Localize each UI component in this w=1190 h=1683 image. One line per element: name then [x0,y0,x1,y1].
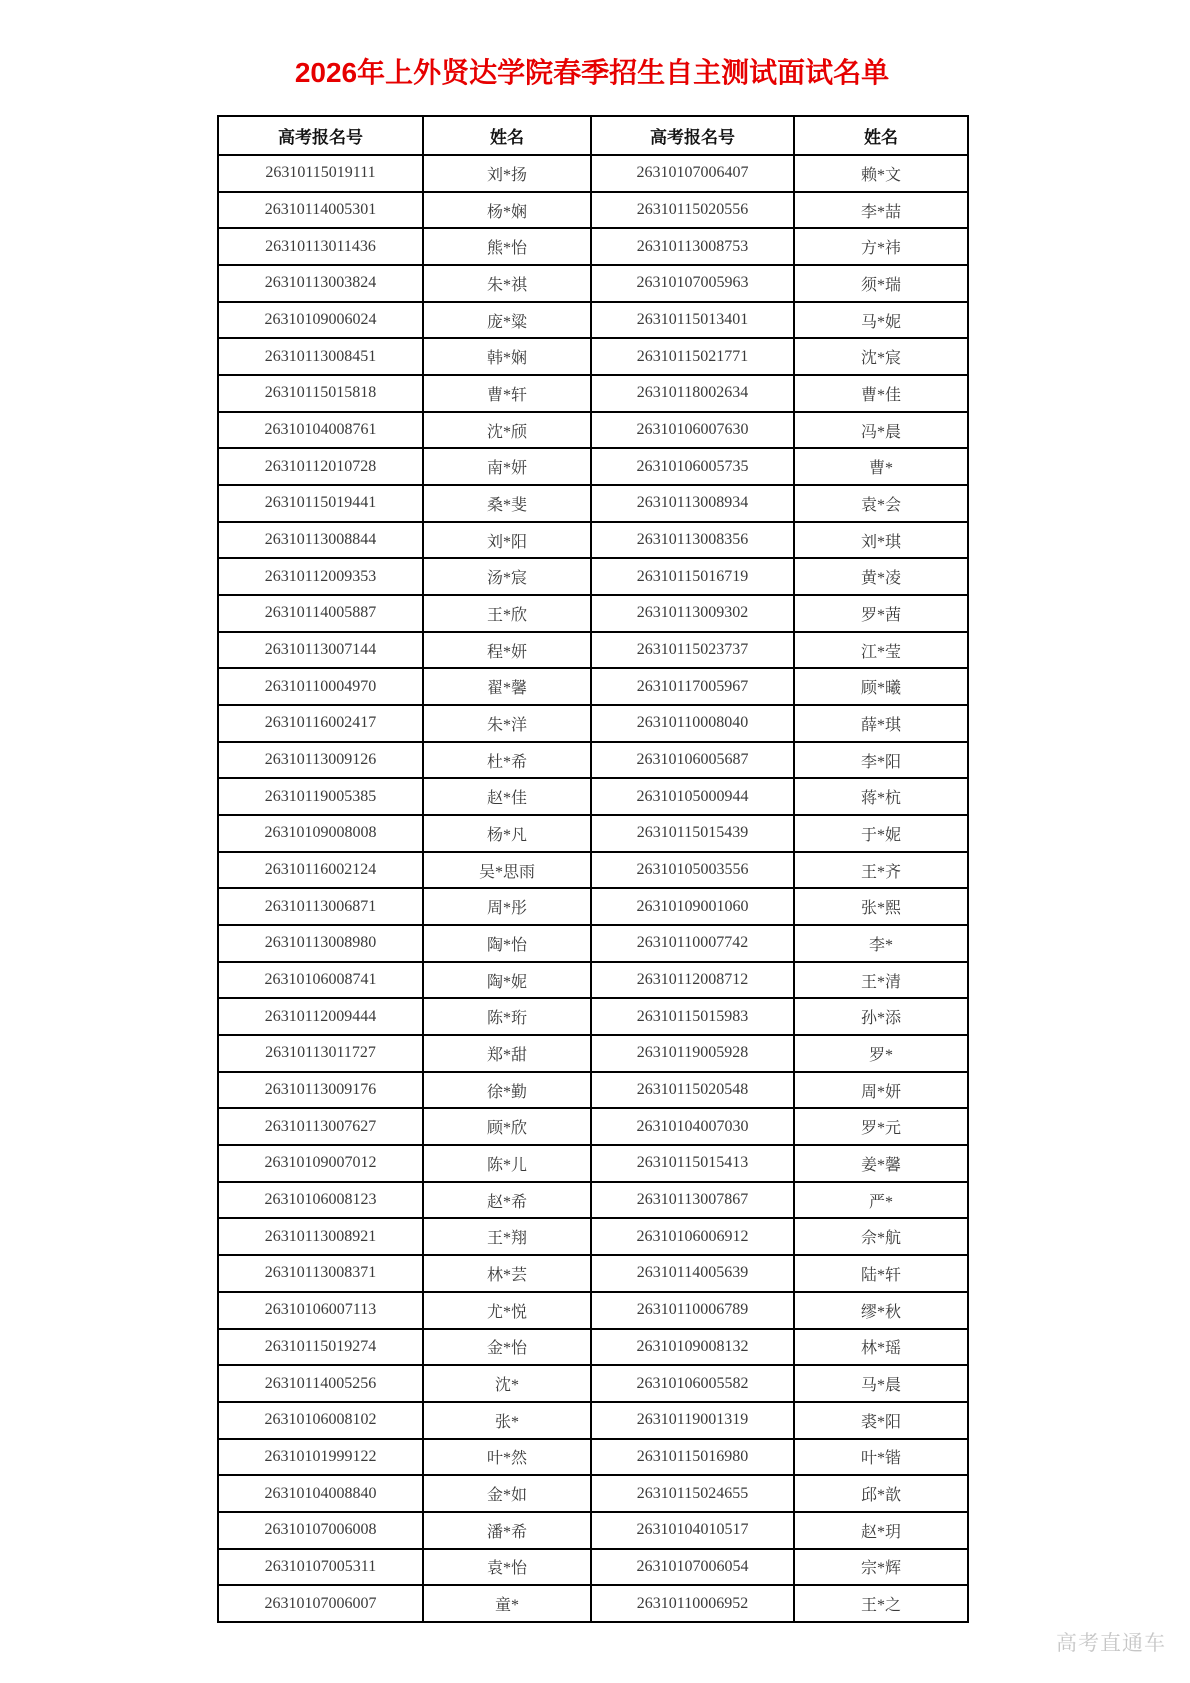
registration-number-cell: 26310107006407 [591,155,794,192]
name-cell: 翟*馨 [423,668,591,705]
name-cell: 林*瑶 [794,1329,968,1366]
table-row [218,705,968,742]
registration-number-cell: 26310119001319 [591,1402,794,1439]
table-row [218,1365,968,1402]
registration-number-cell: 26310115023737 [591,632,794,669]
name-cell: 叶*然 [423,1439,591,1476]
name-cell: 刘*阳 [423,522,591,559]
registration-number-cell: 26310118002634 [591,375,794,412]
registration-number-cell: 26310104010517 [591,1512,794,1549]
name-cell: 张* [423,1402,591,1439]
registration-number-cell: 26310113007627 [218,1108,423,1145]
registration-number-cell: 26310113008934 [591,485,794,522]
table-body [218,155,968,1622]
table-row [218,742,968,779]
registration-number-cell: 26310116002417 [218,705,423,742]
header-registration-number-1: 高考报名号 [218,116,423,155]
registration-number-cell: 26310112009353 [218,558,423,595]
name-cell: 童* [423,1585,591,1622]
table-row [218,1035,968,1072]
table-row [218,1439,968,1476]
registration-number-cell: 26310115020556 [591,192,794,229]
name-cell: 吴*思雨 [423,852,591,889]
table-row [218,852,968,889]
interview-list-table [217,115,969,1623]
registration-number-cell: 26310119005928 [591,1035,794,1072]
registration-number-cell: 26310110008040 [591,705,794,742]
registration-number-cell: 26310116002124 [218,852,423,889]
table-row [218,155,968,192]
registration-number-cell: 26310113008451 [218,338,423,375]
table-row [218,998,968,1035]
registration-number-cell: 26310113008753 [591,228,794,265]
registration-number-cell: 26310115019111 [218,155,423,192]
registration-number-cell: 26310113003824 [218,265,423,302]
name-cell: 孙*添 [794,998,968,1035]
registration-number-cell: 26310113011727 [218,1035,423,1072]
name-cell: 李*阳 [794,742,968,779]
name-cell: 徐*勤 [423,1072,591,1109]
table-row [218,522,968,559]
registration-number-cell: 26310109008132 [591,1329,794,1366]
name-cell: 马*晨 [794,1365,968,1402]
name-cell: 方*祎 [794,228,968,265]
name-cell: 熊*怡 [423,228,591,265]
name-cell: 王*翔 [423,1218,591,1255]
name-cell: 韩*娴 [423,338,591,375]
registration-number-cell: 26310115016980 [591,1439,794,1476]
name-cell: 赵*希 [423,1182,591,1219]
name-cell: 王*齐 [794,852,968,889]
name-cell: 曹*佳 [794,375,968,412]
name-cell: 杨*凡 [423,815,591,852]
registration-number-cell: 26310115015439 [591,815,794,852]
name-cell: 须*瑞 [794,265,968,302]
registration-number-cell: 26310114005256 [218,1365,423,1402]
registration-number-cell: 26310110006789 [591,1292,794,1329]
registration-number-cell: 26310104008761 [218,412,423,449]
name-cell: 曹* [794,448,968,485]
name-cell: 赵*玥 [794,1512,968,1549]
table-row [218,888,968,925]
name-cell: 南*妍 [423,448,591,485]
registration-number-cell: 26310107006007 [218,1585,423,1622]
registration-number-cell: 26310112010728 [218,448,423,485]
registration-number-cell: 26310106005735 [591,448,794,485]
registration-number-cell: 26310113006871 [218,888,423,925]
name-cell: 汤*宸 [423,558,591,595]
name-cell: 杜*希 [423,742,591,779]
table-row [218,375,968,412]
name-cell: 周*妍 [794,1072,968,1109]
registration-number-cell: 26310110006952 [591,1585,794,1622]
registration-number-cell: 26310105003556 [591,852,794,889]
page-title: 2026年上外贤达学院春季招生自主测试面试名单 [294,57,890,88]
registration-number-cell: 26310107005963 [591,265,794,302]
name-cell: 王*之 [794,1585,968,1622]
name-cell: 沈*颀 [423,412,591,449]
registration-number-cell: 26310106008741 [218,962,423,999]
name-cell: 陈*珩 [423,998,591,1035]
table-row [218,485,968,522]
name-cell: 袁*怡 [423,1549,591,1586]
name-cell: 杨*娴 [423,192,591,229]
table-header [218,116,968,155]
registration-number-cell: 26310113009126 [218,742,423,779]
registration-number-cell: 26310113009302 [591,595,794,632]
name-cell: 叶*锴 [794,1439,968,1476]
registration-number-cell: 26310112008712 [591,962,794,999]
name-cell: 赖*文 [794,155,968,192]
name-cell: 王*欣 [423,595,591,632]
name-cell: 潘*希 [423,1512,591,1549]
name-cell: 沈* [423,1365,591,1402]
registration-number-cell: 26310115020548 [591,1072,794,1109]
name-cell: 刘*扬 [423,155,591,192]
name-cell: 张*熙 [794,888,968,925]
name-cell: 裘*阳 [794,1402,968,1439]
table-row [218,228,968,265]
table-row [218,632,968,669]
header-name-1: 姓名 [423,116,591,155]
registration-number-cell: 26310114005887 [218,595,423,632]
registration-number-cell: 26310110007742 [591,925,794,962]
registration-number-cell: 26310115013401 [591,302,794,339]
registration-number-cell: 26310101999122 [218,1439,423,1476]
registration-number-cell: 26310115015818 [218,375,423,412]
name-cell: 桑*斐 [423,485,591,522]
table-row [218,1182,968,1219]
name-cell: 严* [794,1182,968,1219]
registration-number-cell: 26310115015413 [591,1145,794,1182]
registration-number-cell: 26310113007867 [591,1182,794,1219]
registration-number-cell: 26310109007012 [218,1145,423,1182]
registration-number-cell: 26310113008844 [218,522,423,559]
registration-number-cell: 26310115015983 [591,998,794,1035]
table-row [218,925,968,962]
table-row [218,1255,968,1292]
table-row [218,815,968,852]
name-cell: 罗* [794,1035,968,1072]
registration-number-cell: 26310107006054 [591,1549,794,1586]
registration-number-cell: 26310117005967 [591,668,794,705]
name-cell: 陶*妮 [423,962,591,999]
name-cell: 缪*秋 [794,1292,968,1329]
table-row [218,1218,968,1255]
name-cell: 程*妍 [423,632,591,669]
registration-number-cell: 26310109006024 [218,302,423,339]
table-row [218,1549,968,1586]
table-row [218,558,968,595]
header-name-2: 姓名 [794,116,968,155]
table-row [218,1512,968,1549]
watermark: 高考直通车 [1056,1632,1166,1655]
name-cell: 刘*琪 [794,522,968,559]
name-cell: 曹*轩 [423,375,591,412]
name-cell: 马*妮 [794,302,968,339]
table-row [218,302,968,339]
name-cell: 宗*辉 [794,1549,968,1586]
table-row [218,1475,968,1512]
registration-number-cell: 26310106007113 [218,1292,423,1329]
name-cell: 尤*悦 [423,1292,591,1329]
name-cell: 郑*甜 [423,1035,591,1072]
table-row [218,595,968,632]
table-row [218,1585,968,1622]
table-row [218,962,968,999]
registration-number-cell: 26310104008840 [218,1475,423,1512]
table-row [218,192,968,229]
registration-number-cell: 26310106008123 [218,1182,423,1219]
registration-number-cell: 26310115016719 [591,558,794,595]
registration-number-cell: 26310113008921 [218,1218,423,1255]
name-cell: 佘*航 [794,1218,968,1255]
table-row [218,1145,968,1182]
name-cell: 陶*怡 [423,925,591,962]
name-cell: 庞*粱 [423,302,591,339]
name-cell: 金*怡 [423,1329,591,1366]
name-cell: 冯*晨 [794,412,968,449]
name-cell: 陈*儿 [423,1145,591,1182]
registration-number-cell: 26310112009444 [218,998,423,1035]
name-cell: 陆*轩 [794,1255,968,1292]
table-row [218,1329,968,1366]
registration-number-cell: 26310114005301 [218,192,423,229]
registration-number-cell: 26310106005687 [591,742,794,779]
name-cell: 袁*会 [794,485,968,522]
registration-number-cell: 26310106005582 [591,1365,794,1402]
table-row [218,1108,968,1145]
table-row [218,1292,968,1329]
name-cell: 罗*茜 [794,595,968,632]
name-cell: 李* [794,925,968,962]
registration-number-cell: 26310113008980 [218,925,423,962]
name-cell: 顾*曦 [794,668,968,705]
name-cell: 姜*馨 [794,1145,968,1182]
name-cell: 周*彤 [423,888,591,925]
name-cell: 林*芸 [423,1255,591,1292]
registration-number-cell: 26310106007630 [591,412,794,449]
registration-number-cell: 26310115024655 [591,1475,794,1512]
table-row [218,668,968,705]
name-cell: 金*如 [423,1475,591,1512]
name-cell: 罗*元 [794,1108,968,1145]
registration-number-cell: 26310107006008 [218,1512,423,1549]
registration-number-cell: 26310110004970 [218,668,423,705]
registration-number-cell: 26310115021771 [591,338,794,375]
name-cell: 朱*洋 [423,705,591,742]
name-cell: 李*喆 [794,192,968,229]
registration-number-cell: 26310115019441 [218,485,423,522]
name-cell: 于*妮 [794,815,968,852]
name-cell: 赵*佳 [423,778,591,815]
registration-number-cell: 26310113009176 [218,1072,423,1109]
table-row [218,412,968,449]
registration-number-cell: 26310106008102 [218,1402,423,1439]
table-row [218,338,968,375]
name-cell: 薛*琪 [794,705,968,742]
name-cell: 王*清 [794,962,968,999]
name-cell: 黄*凌 [794,558,968,595]
table-row [218,1402,968,1439]
registration-number-cell: 26310113011436 [218,228,423,265]
table-row [218,1072,968,1109]
registration-number-cell: 26310107005311 [218,1549,423,1586]
registration-number-cell: 26310113008371 [218,1255,423,1292]
name-cell: 沈*宸 [794,338,968,375]
name-cell: 邱*歆 [794,1475,968,1512]
registration-number-cell: 26310104007030 [591,1108,794,1145]
registration-number-cell: 26310113007144 [218,632,423,669]
header-registration-number-2: 高考报名号 [591,116,794,155]
registration-number-cell: 26310109008008 [218,815,423,852]
table-row [218,778,968,815]
name-cell: 蒋*杭 [794,778,968,815]
registration-number-cell: 26310114005639 [591,1255,794,1292]
name-cell: 朱*祺 [423,265,591,302]
registration-number-cell: 26310119005385 [218,778,423,815]
name-cell: 江*莹 [794,632,968,669]
registration-number-cell: 26310109001060 [591,888,794,925]
table-row [218,265,968,302]
name-cell: 顾*欣 [423,1108,591,1145]
registration-number-cell: 26310106006912 [591,1218,794,1255]
registration-number-cell: 26310105000944 [591,778,794,815]
registration-number-cell: 26310113008356 [591,522,794,559]
table-row [218,448,968,485]
registration-number-cell: 26310115019274 [218,1329,423,1366]
table-header-row [218,116,968,155]
